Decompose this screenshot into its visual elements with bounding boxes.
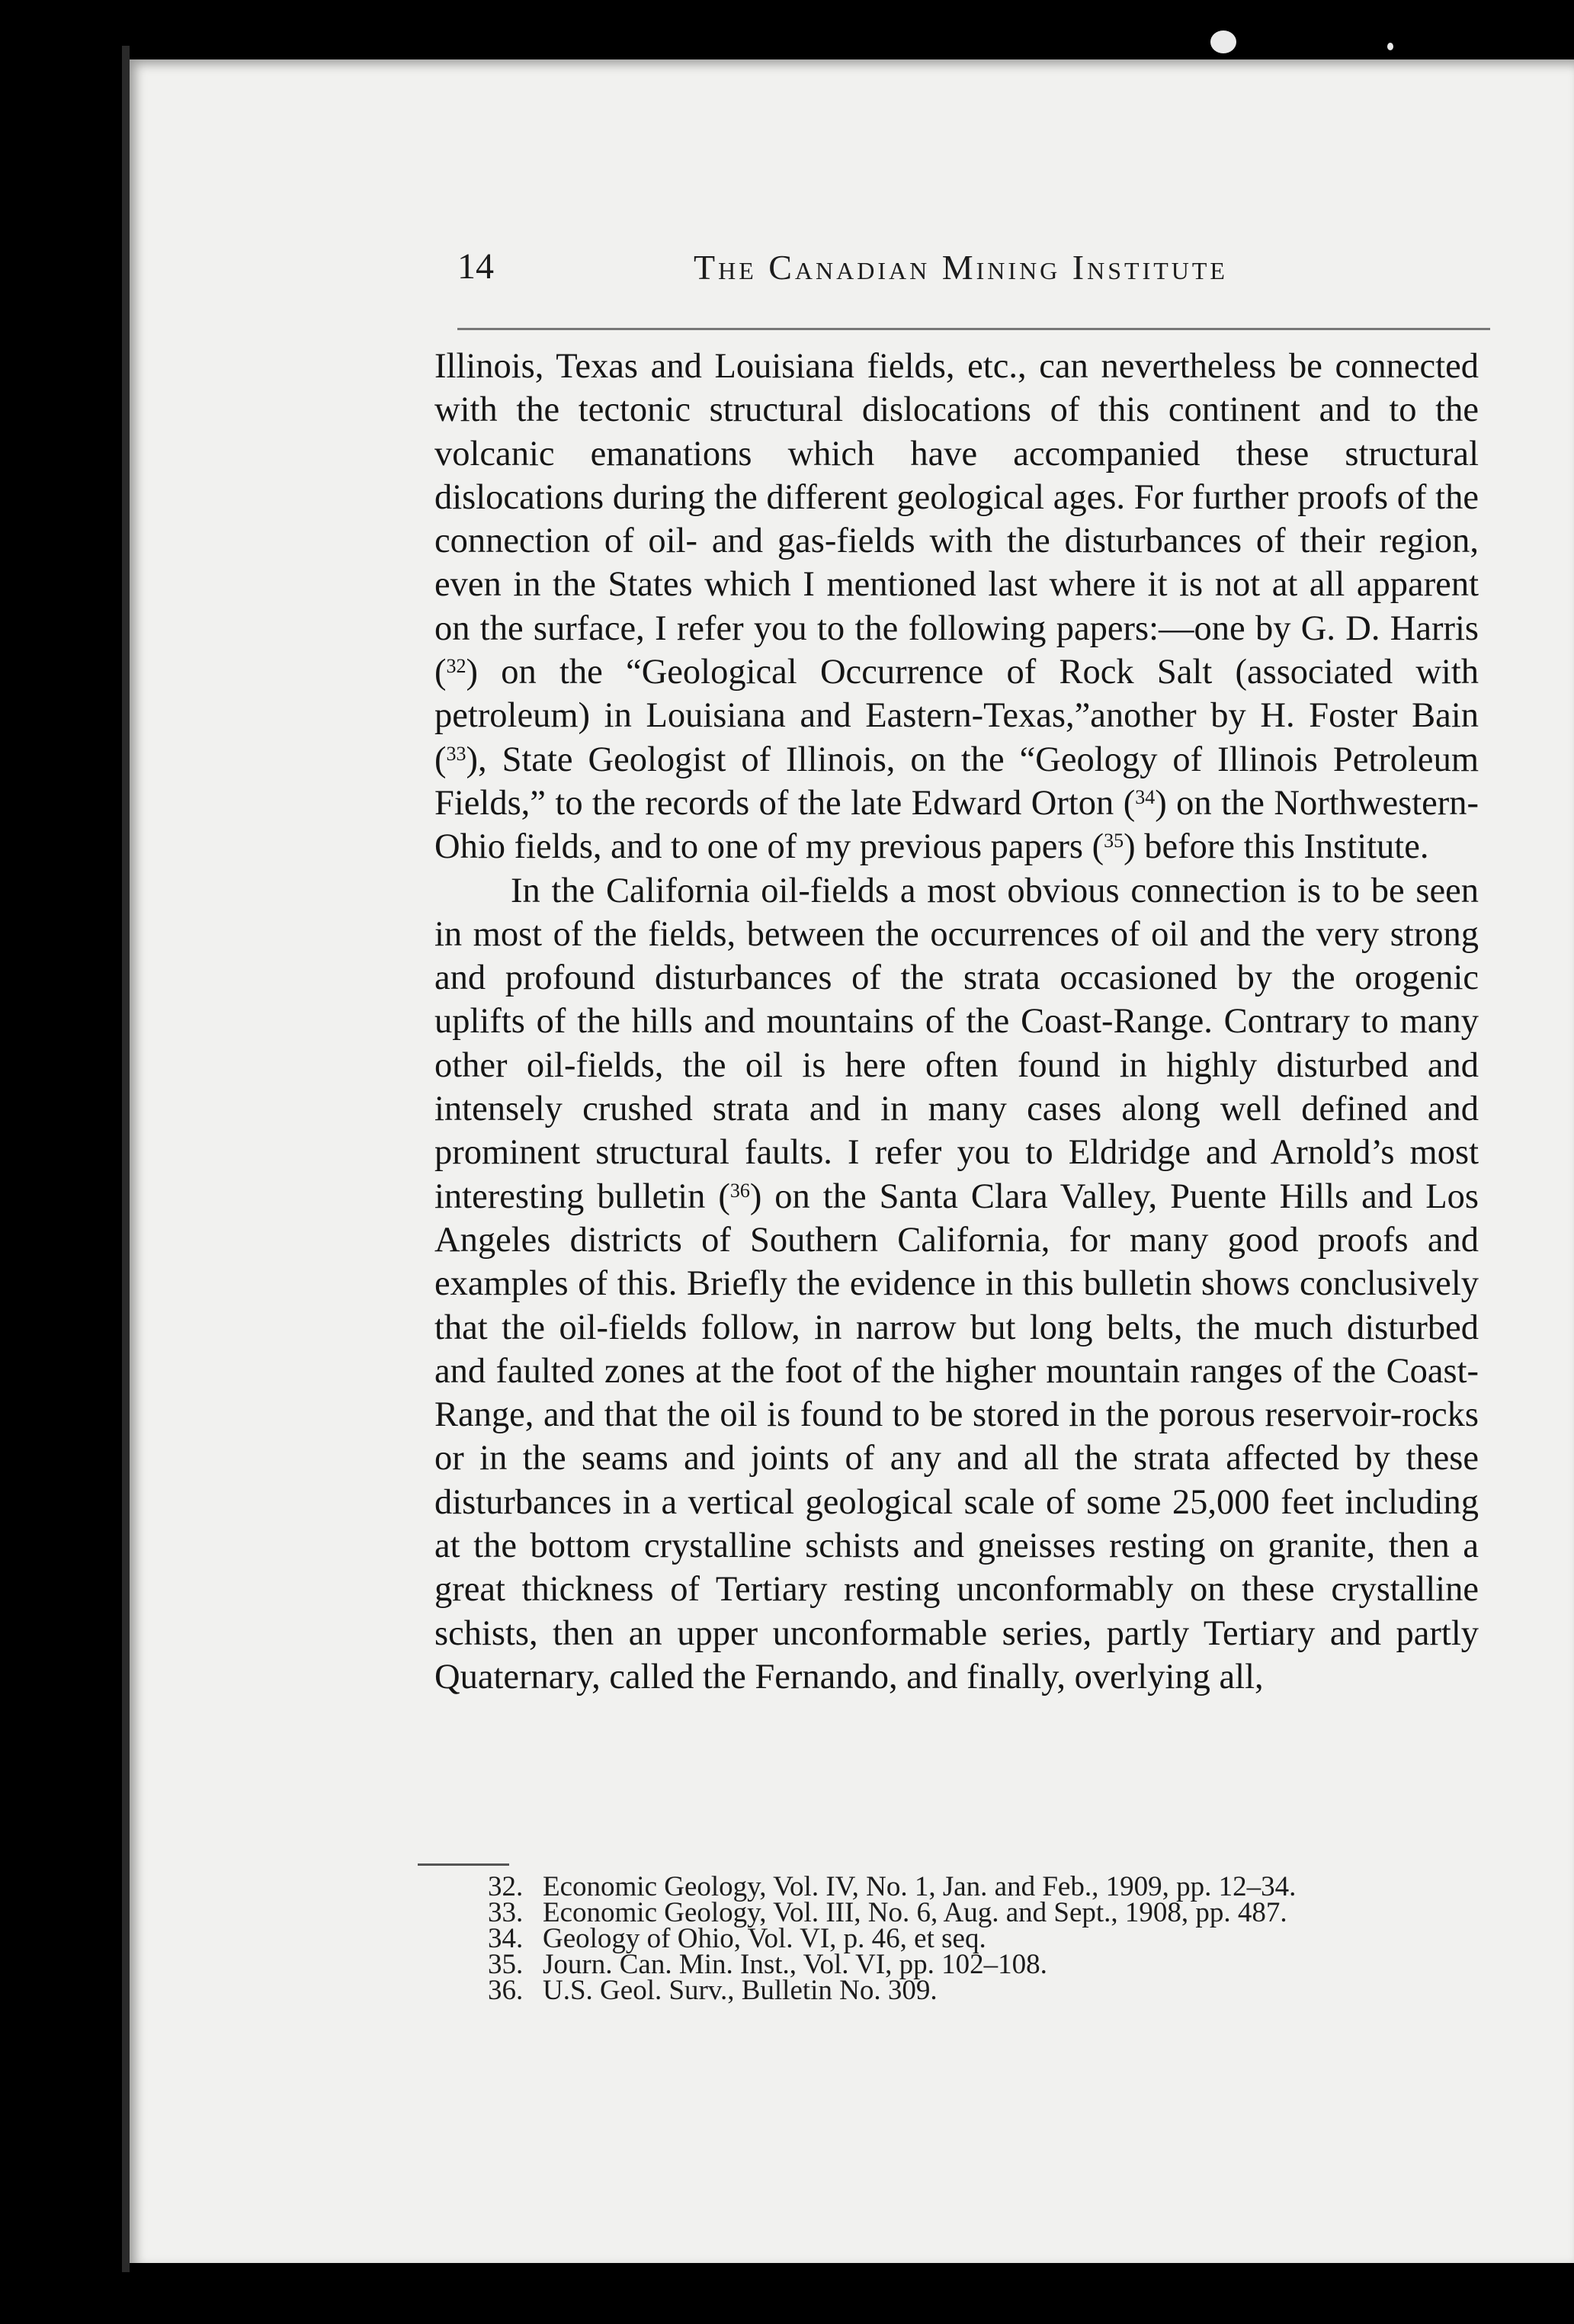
footnote-text: Journ. Can. Min. Inst., Vol. VI, pp. 102–108. <box>543 1949 1047 1980</box>
footnote-ref: 34 <box>1135 785 1156 808</box>
page-number: 14 <box>457 246 494 287</box>
page-header <box>457 246 1524 307</box>
footnote-text: Economic Geology, Vol. III, No. 6, Aug. and Sept., 1908, pp. 487. <box>543 1897 1287 1928</box>
footnote-item <box>488 1975 1479 2006</box>
footnote-ref: 32 <box>446 655 466 678</box>
footnote-item <box>488 1871 1479 1902</box>
footnote-text: Economic Geology, Vol. IV, No. 1, Jan. and Feb., 1909, pp. 12–34. <box>543 1871 1297 1902</box>
footnote-number: 34. <box>488 1923 524 1954</box>
film-speck <box>1387 43 1393 50</box>
footnote-text: Geology of Ohio, Vol. VI, p. 46, et seq. <box>543 1923 986 1954</box>
running-head: The Canadian Mining Institute <box>694 248 1228 287</box>
paragraph-1: Illinois, Texas and Louisiana fields, etc., can nevertheless be connected with the tectonic structural dislocations of this continent and to the volcanic emanations which have accompanied these structural dislocations during the different geological ages. For further proofs of the connection of oil- and gas-fields with the disturbances of their region, even in the States which I mentioned last where it is not at all apparent on the surface, I refer you to the following papers:—one by G. D. Harris ($^{32}$) on the “Geological Occurrence of Rock Salt (associated with petroleum) in Louisiana and Eastern-Texas,”another by H. Foster Bain ($^{33}$), State Geologist of Illinois, on the “Geology of Illinois Petroleum Fields,” to the records of the late Edward Orton ($^{34}$) on the Northwestern-Ohio fields, and to one of my previous papers ($^{35}$) before this Institute. <box>434 347 1479 867</box>
footnote-number: 35. <box>488 1949 524 1980</box>
footnote-item <box>488 1897 1479 1928</box>
body-text <box>434 345 1479 1699</box>
footnote-ref: 33 <box>446 742 466 765</box>
footnote-number: 33. <box>488 1897 524 1928</box>
footnotes <box>488 1871 1479 2006</box>
footnote-number: 32. <box>488 1871 524 1902</box>
footnote-item <box>488 1923 1479 1954</box>
film-speck <box>1210 30 1236 53</box>
footnote-ref: 36 <box>729 1179 750 1202</box>
footnote-number: 36. <box>488 1975 524 2006</box>
footnote-rule <box>418 1863 509 1866</box>
header-rule <box>457 328 1490 330</box>
page-edge <box>122 46 130 2272</box>
footnote-item <box>488 1949 1479 1980</box>
footnote-ref: 35 <box>1104 830 1124 852</box>
footnote-text: U.S. Geol. Surv., Bulletin No. 309. <box>543 1975 938 2006</box>
paragraph-2: In the California oil-fields a most obvious connection is to be seen in most of the fields, between the occurrences of oil and the very strong and profound disturbances of the strata occasioned by the orogenic uplifts of the hills and mountains of the Coast-Range. Contrary to many other oil-fields, the oil is here often found in highly disturbed and intensely crushed strata and in many cases along well defined and prominent structural faults. I refer you to Eldridge and Arnold’s most interesting bulletin ($^{36}$) on the Santa Clara Valley, Puente Hills and Los Angeles districts of Southern California, for many good proofs and examples of this. Briefly the evidence in this bulletin shows conclusively that the oil-fields follow, in narrow but long belts, the much disturbed and faulted zones at the foot of the higher mountain ranges of the Coast-Range, and that the oil is found to be stored in the porous reservoir-rocks or in the seams and joints of any and all the strata affected by these disturbances in a vertical geological scale of some 25,000 feet including at the bottom crystalline schists and gneisses resting on granite, then a great thickness of Tertiary resting unconformably on these crystalline schists, then an upper unconformable series, partly Tertiary and partly Quaternary, called the Fernando, and finally, overlying all, <box>434 871 1479 1696</box>
